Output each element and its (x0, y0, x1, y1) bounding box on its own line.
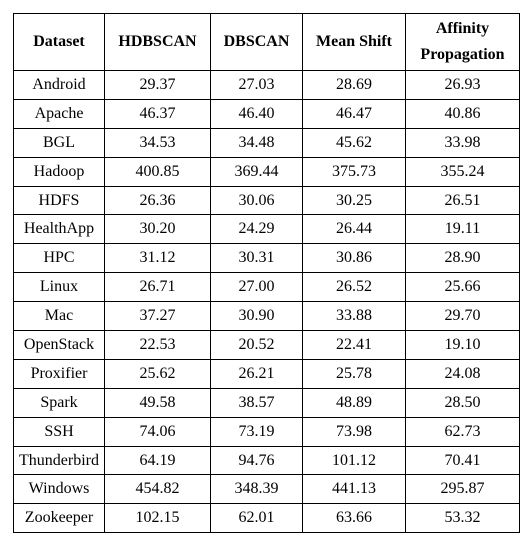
mean-shift-cell: 46.47 (303, 99, 406, 128)
header-dbscan: DBSCAN (211, 14, 303, 71)
results-table (13, 13, 520, 533)
header-dataset: Dataset (14, 14, 105, 71)
header-affinity-line1: Affinity (435, 20, 490, 37)
mean-shift-cell: 30.25 (303, 186, 406, 215)
hdbscan-cell: 102.15 (105, 504, 211, 533)
affinity-propagation-cell: 25.66 (406, 273, 520, 302)
dbscan-cell: 348.39 (211, 475, 303, 504)
dbscan-cell: 30.06 (211, 186, 303, 215)
mean-shift-cell: 48.89 (303, 388, 406, 417)
table-row (14, 186, 520, 215)
mean-shift-cell: 441.13 (303, 475, 406, 504)
affinity-propagation-cell: 29.70 (406, 302, 520, 331)
affinity-propagation-cell: 26.51 (406, 186, 520, 215)
dataset-cell: Hadoop (14, 157, 105, 186)
table-row (14, 157, 520, 186)
table-row (14, 128, 520, 157)
mean-shift-cell: 33.88 (303, 302, 406, 331)
dataset-cell: Spark (14, 388, 105, 417)
hdbscan-cell: 46.37 (105, 99, 211, 128)
dbscan-cell: 20.52 (211, 331, 303, 360)
table-row (14, 99, 520, 128)
header-hdbscan: HDBSCAN (105, 14, 211, 71)
dataset-cell: Proxifier (14, 359, 105, 388)
mean-shift-cell: 63.66 (303, 504, 406, 533)
header-affinity-line2: Propagation (420, 46, 505, 63)
mean-shift-cell: 25.78 (303, 359, 406, 388)
dataset-cell: Windows (14, 475, 105, 504)
table-row (14, 215, 520, 244)
table-header (14, 14, 520, 71)
affinity-propagation-cell: 40.86 (406, 99, 520, 128)
hdbscan-cell: 37.27 (105, 302, 211, 331)
dbscan-cell: 46.40 (211, 99, 303, 128)
dataset-cell: Linux (14, 273, 105, 302)
mean-shift-cell: 73.98 (303, 417, 406, 446)
table-row (14, 446, 520, 475)
dataset-cell: HDFS (14, 186, 105, 215)
hdbscan-cell: 25.62 (105, 359, 211, 388)
dbscan-cell: 26.21 (211, 359, 303, 388)
table-row (14, 475, 520, 504)
affinity-propagation-cell: 28.90 (406, 244, 520, 273)
affinity-propagation-cell: 19.11 (406, 215, 520, 244)
dbscan-cell: 34.48 (211, 128, 303, 157)
affinity-propagation-cell: 19.10 (406, 331, 520, 360)
dataset-cell: HealthApp (14, 215, 105, 244)
dataset-cell: BGL (14, 128, 105, 157)
table-row (14, 359, 520, 388)
table-row (14, 388, 520, 417)
table-body (14, 71, 520, 533)
dataset-cell: HPC (14, 244, 105, 273)
affinity-propagation-cell: 28.50 (406, 388, 520, 417)
hdbscan-cell: 400.85 (105, 157, 211, 186)
dataset-cell: SSH (14, 417, 105, 446)
affinity-propagation-cell: 295.87 (406, 475, 520, 504)
hdbscan-cell: 31.12 (105, 244, 211, 273)
mean-shift-cell: 30.86 (303, 244, 406, 273)
dbscan-cell: 369.44 (211, 157, 303, 186)
mean-shift-cell: 45.62 (303, 128, 406, 157)
hdbscan-cell: 454.82 (105, 475, 211, 504)
dataset-cell: Apache (14, 99, 105, 128)
dbscan-cell: 24.29 (211, 215, 303, 244)
mean-shift-cell: 22.41 (303, 331, 406, 360)
mean-shift-cell: 101.12 (303, 446, 406, 475)
hdbscan-cell: 74.06 (105, 417, 211, 446)
affinity-propagation-cell: 355.24 (406, 157, 520, 186)
dbscan-cell: 27.00 (211, 273, 303, 302)
hdbscan-cell: 22.53 (105, 331, 211, 360)
header-affinity-propagation (406, 14, 520, 71)
dataset-cell: Android (14, 71, 105, 100)
mean-shift-cell: 26.52 (303, 273, 406, 302)
affinity-propagation-cell: 24.08 (406, 359, 520, 388)
dataset-cell: Thunderbird (14, 446, 105, 475)
affinity-propagation-cell: 62.73 (406, 417, 520, 446)
table-row (14, 71, 520, 100)
hdbscan-cell: 26.71 (105, 273, 211, 302)
dataset-cell: OpenStack (14, 331, 105, 360)
table-row (14, 273, 520, 302)
affinity-propagation-cell: 70.41 (406, 446, 520, 475)
affinity-propagation-cell: 53.32 (406, 504, 520, 533)
affinity-propagation-cell: 26.93 (406, 71, 520, 100)
dbscan-cell: 73.19 (211, 417, 303, 446)
table-row (14, 504, 520, 533)
table-row (14, 331, 520, 360)
mean-shift-cell: 28.69 (303, 71, 406, 100)
dbscan-cell: 30.31 (211, 244, 303, 273)
mean-shift-cell: 375.73 (303, 157, 406, 186)
hdbscan-cell: 64.19 (105, 446, 211, 475)
header-mean-shift: Mean Shift (303, 14, 406, 71)
dbscan-cell: 94.76 (211, 446, 303, 475)
dbscan-cell: 38.57 (211, 388, 303, 417)
dbscan-cell: 30.90 (211, 302, 303, 331)
hdbscan-cell: 34.53 (105, 128, 211, 157)
hdbscan-cell: 49.58 (105, 388, 211, 417)
table-row (14, 302, 520, 331)
dbscan-cell: 27.03 (211, 71, 303, 100)
dataset-cell: Zookeeper (14, 504, 105, 533)
affinity-propagation-cell: 33.98 (406, 128, 520, 157)
table-row (14, 417, 520, 446)
dataset-cell: Mac (14, 302, 105, 331)
hdbscan-cell: 29.37 (105, 71, 211, 100)
hdbscan-cell: 26.36 (105, 186, 211, 215)
header-row (14, 14, 520, 71)
dbscan-cell: 62.01 (211, 504, 303, 533)
mean-shift-cell: 26.44 (303, 215, 406, 244)
table-row (14, 244, 520, 273)
hdbscan-cell: 30.20 (105, 215, 211, 244)
